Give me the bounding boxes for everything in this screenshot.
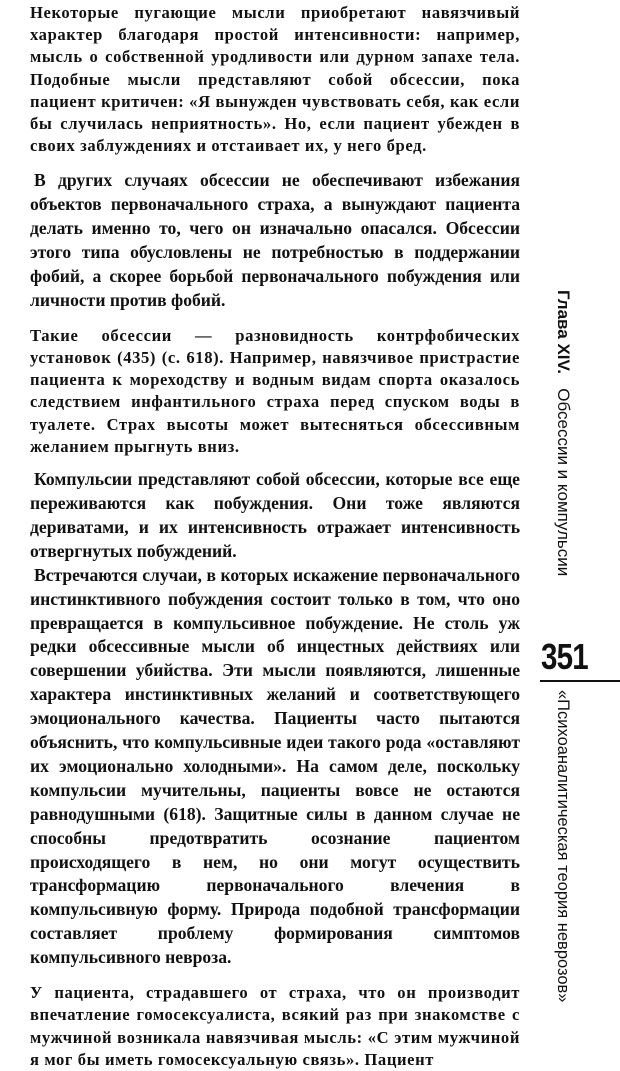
page-number-rule — [540, 680, 620, 682]
paragraph-small-6: У пациента, страдавшего от страха, что он производит впечатление гомосексуалиста, всякий раз при знакомстве с мужчиной возникала навязчивая мысль: «С этим мужчиной я мог бы иметь гомосексуальную связь». Пациент — [30, 983, 520, 1069]
paragraph-small-1: Некоторые пугающие мысли приобретают навязчивый характер благодаря простой интенсивности: например, мысль о собственной уродливости или дурном запахе тела. Подобные мысли представляют собой обсессии, пока пациент критичен: «Я вынужден чувствовать себя, как если бы случилась неприятность». Но, если пациент убежден в своих заблуждениях и отстаивает их, у него бред. — [30, 3, 520, 156]
running-head-book-title: «Психоаналитическая теория неврозов» — [554, 690, 572, 1003]
chapter-title: Обсессии и компульсии — [554, 388, 573, 577]
page-number: 351 — [541, 636, 588, 677]
running-head-chapter — [553, 290, 573, 576]
text-column — [30, 2, 520, 1071]
paragraph-small-3: Такие обсессии — разновидность контрфобических установок (435) (с. 618). Например, навязчивое пристрастие пациента к мореходству и водным видам спорта оказалось следствием инфантильного страха перед спуском воды в туалете. Страх высоты может вытесняться обсессивным желанием прыгнуть вниз. — [30, 325, 520, 456]
paragraph-5: Встречаются случаи, в которых искажение первоначального инстинктивного побуждения состоит только в том, что оно превращается в компульсивное побуждение. Не столь уж редки обсессивные мысли об инцестных действиях или совершении убийства. Эти мысли появляются, лишенные характера инстинктивных желаний и соответствующего эмоционального качества. Пациенты часто пытаются объяснить, что компульсивные идеи такого рода «оставляют их эмоционально холодными». На самом деле, поскольку компульсии мучительны, пациенты вовсе не остаются равнодушными (618). Защитные силы в данном случае не способны предотвратить осознание пациентом происходящего в нем, но они могут осуществить трансформацию первоначального влечения в компульсивную форму. Природа подобной трансформации составляет проблему формирования симптомов компульсивного невроза. — [30, 564, 520, 968]
paragraph-2: В других случаях обсессии не обеспечивают избежания объектов первоначального страха, а вынуждают пациента делать именно то, чего он изначально опасался. Обсессии этого типа обусловлены не потребностью в поддержании фобий, а скорее борьбой первоначального побуждения или личности против фобий. — [30, 170, 520, 310]
chapter-label: Глава XIV. — [554, 290, 573, 375]
paragraph-4: Компульсии представляют собой обсессии, которые все еще переживаются как побуждения. Они тоже являются дериватами, и их интенсивность отражает интенсивность отвергнутых побуждений. — [30, 469, 520, 561]
